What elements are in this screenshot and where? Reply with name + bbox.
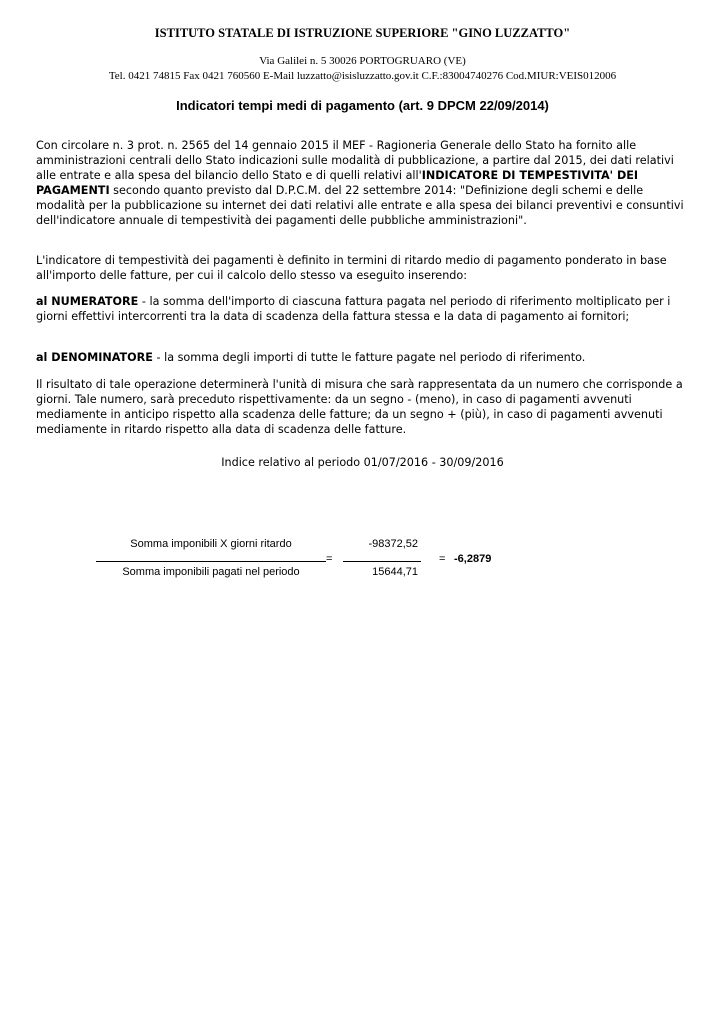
- formula-equals-sign: =: [326, 553, 333, 565]
- numerator-label: al NUMERATORE: [36, 295, 139, 308]
- denominator-text: - la somma degli importi di tutte le fatture pagate nel periodo di riferimento.: [152, 351, 586, 364]
- institute-contacts: Tel. 0421 74815 Fax 0421 760560 E-Mail luzzatto@isisluzzatto.gov.it C.F.:83004740276 Cod.MIUR:VEIS012006: [108, 70, 617, 82]
- institute-address: Via Galilei n. 5 30026 PORTOGRUARO (VE): [259, 55, 466, 67]
- formula-denominator-label: Somma imponibili pagati nel periodo: [122, 566, 300, 578]
- intro-text-after: secondo quanto previsto dal D.P.C.M. del 22 settembre 2014: "Definizione degli schemi e delle modalità per la pubblicazione su internet dei dati relativi alle entrate e alla spesa dei bilanci preventivi e consuntivi dell'indicatore annuale di tempestività dei pagamenti delle pubbliche amministrazioni".: [36, 184, 684, 227]
- indicator-bold-text: INDICATORE DI TEMPESTIVITA' DEI PAGAMENTI: [36, 169, 639, 197]
- definition-text: L'indicatore di tempestività dei pagamenti è definito in termini di ritardo medio di pagamento ponderato in base all'importo delle fatture, per cui il calcolo dello stesso va eseguito inserendo:: [36, 254, 667, 282]
- result-paragraph: [36, 377, 692, 437]
- document-title: Indicatori tempi medi di pagamento (art. 9 DPCM 22/09/2014): [176, 98, 549, 113]
- formula-fraction-bar: [96, 561, 326, 562]
- denominator-label: al DENOMINATORE: [36, 351, 153, 364]
- formula-numerator-label: Somma imponibili X giorni ritardo: [130, 538, 292, 550]
- institute-name: ISTITUTO STATALE DI ISTRUZIONE SUPERIORE "GINO LUZZATTO": [154, 26, 571, 40]
- formula-numerator-value: -98372,52: [368, 538, 418, 550]
- intro-text-before: Con circolare n. 3 prot. n. 2565 del 14 gennaio 2015 il MEF - Ragioneria Generale dello Stato ha fornito alle amministrazioni centrali dello Stato indicazioni sulle modalità di pubblicazione, a partire dal 2015, dei dati relativi alle entrate e alla spesa del bilancio dello Stato e di quelli relativi all': [36, 139, 674, 182]
- definition-paragraph: [36, 253, 692, 283]
- denominator-paragraph: [36, 350, 692, 365]
- formula-result: -6,2879: [454, 553, 492, 565]
- intro-paragraph: [36, 138, 692, 228]
- result-text: Il risultato di tale operazione determinerà l'unità di misura che sarà rappresentata da un numero che corrisponde a giorni. Tale numero, sarà preceduto rispettivamente: da un segno - (meno), in caso di pagamenti avvenuti mediamente in anticipo rispetto alla scadenza delle fatture; da un segno + (più), in caso di pagamenti avvenuti mediamente in ritardo rispetto alla data di scadenza delle fatture.: [36, 378, 683, 436]
- formula-result-equals-sign: =: [439, 553, 446, 565]
- formula-value-bar: [343, 561, 421, 562]
- index-period: Indice relativo al periodo 01/07/2016 - 30/09/2016: [221, 456, 504, 469]
- numerator-paragraph: [36, 294, 692, 324]
- numerator-text: - la somma dell'importo di ciascuna fattura pagata nel periodo di riferimento moltiplicato per i giorni effettivi intercorrenti tra la data di scadenza della fattura stessa e la data di pagamento ai fornitori;: [36, 295, 671, 323]
- formula-denominator-value: 15644,71: [372, 566, 418, 578]
